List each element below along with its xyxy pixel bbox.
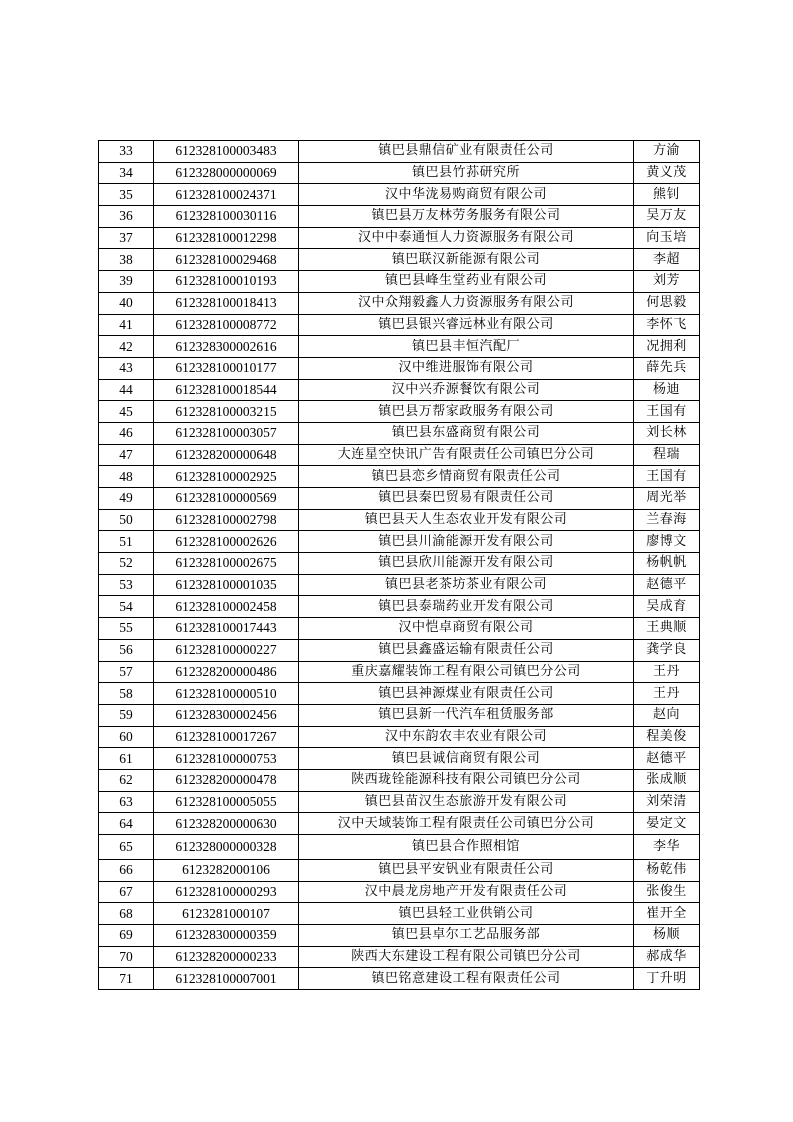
company-name-cell: 镇巴县平安钒业有限责任公司 xyxy=(299,860,634,882)
company-name-cell: 镇巴县老茶坊茶业有限公司 xyxy=(299,574,634,596)
company-name-cell: 镇巴县丰恒汽配厂 xyxy=(299,336,634,358)
company-name-cell: 镇巴县新一代汽车租赁服务部 xyxy=(299,704,634,726)
row-number-cell: 70 xyxy=(99,946,154,968)
row-number-cell: 68 xyxy=(99,903,154,925)
row-number-cell: 40 xyxy=(99,292,154,314)
representative-name-cell: 龚学良 xyxy=(634,639,700,661)
table-row xyxy=(99,748,700,770)
company-name-cell: 镇巴县恋乡情商贸有限责任公司 xyxy=(299,466,634,488)
row-number-cell: 57 xyxy=(99,661,154,683)
representative-name-cell: 黄义茂 xyxy=(634,162,700,184)
row-number-cell: 53 xyxy=(99,574,154,596)
row-number-cell: 34 xyxy=(99,162,154,184)
registration-code-cell: 6123281000107 xyxy=(154,903,299,925)
table-row xyxy=(99,574,700,596)
registration-code-cell: 612328000000328 xyxy=(154,835,299,860)
table-row xyxy=(99,314,700,336)
row-number-cell: 67 xyxy=(99,881,154,903)
registration-code-cell: 612328100029468 xyxy=(154,249,299,271)
representative-name-cell: 刘荣清 xyxy=(634,791,700,813)
representative-name-cell: 王国有 xyxy=(634,466,700,488)
representative-name-cell: 薛先兵 xyxy=(634,357,700,379)
representative-name-cell: 向玉培 xyxy=(634,227,700,249)
row-number-cell: 47 xyxy=(99,444,154,466)
registration-code-cell: 612328100003215 xyxy=(154,401,299,423)
table-row xyxy=(99,813,700,835)
table-row xyxy=(99,249,700,271)
row-number-cell: 71 xyxy=(99,968,154,990)
registration-code-cell: 612328100010177 xyxy=(154,357,299,379)
registration-code-cell: 612328200000233 xyxy=(154,946,299,968)
table-row xyxy=(99,618,700,640)
company-name-cell: 镇巴县竹荪研究所 xyxy=(299,162,634,184)
table-row xyxy=(99,968,700,990)
registration-code-cell: 612328100003483 xyxy=(154,141,299,163)
company-name-cell: 镇巴县苗汉生态旅游开发有限公司 xyxy=(299,791,634,813)
row-number-cell: 35 xyxy=(99,184,154,206)
table-row xyxy=(99,227,700,249)
table-row xyxy=(99,184,700,206)
registration-code-cell: 612328100001035 xyxy=(154,574,299,596)
registration-code-cell: 612328100017443 xyxy=(154,618,299,640)
registration-code-cell: 612328200000478 xyxy=(154,769,299,791)
representative-name-cell: 晏定文 xyxy=(634,813,700,835)
company-name-cell: 汉中维进服饰有限公司 xyxy=(299,357,634,379)
table-row xyxy=(99,860,700,882)
table-row xyxy=(99,509,700,531)
row-number-cell: 33 xyxy=(99,141,154,163)
registration-code-cell: 612328200000630 xyxy=(154,813,299,835)
row-number-cell: 48 xyxy=(99,466,154,488)
registration-code-cell: 612328100002925 xyxy=(154,466,299,488)
representative-name-cell: 吴万友 xyxy=(634,206,700,228)
representative-name-cell: 李怀飞 xyxy=(634,314,700,336)
row-number-cell: 54 xyxy=(99,596,154,618)
representative-name-cell: 杨迪 xyxy=(634,379,700,401)
table-row xyxy=(99,401,700,423)
table-row xyxy=(99,925,700,947)
representative-name-cell: 丁升明 xyxy=(634,968,700,990)
registration-code-cell: 612328100002675 xyxy=(154,553,299,575)
representative-name-cell: 况拥利 xyxy=(634,336,700,358)
registration-code-cell: 612328100002798 xyxy=(154,509,299,531)
company-name-cell: 汉中恺卓商贸有限公司 xyxy=(299,618,634,640)
table-row xyxy=(99,271,700,293)
row-number-cell: 62 xyxy=(99,769,154,791)
row-number-cell: 39 xyxy=(99,271,154,293)
representative-name-cell: 刘长林 xyxy=(634,422,700,444)
company-name-cell: 镇巴县轻工业供销公司 xyxy=(299,903,634,925)
registration-code-cell: 612328100002626 xyxy=(154,531,299,553)
registration-code-cell: 612328200000648 xyxy=(154,444,299,466)
company-name-cell: 汉中晨龙房地产开发有限责任公司 xyxy=(299,881,634,903)
registration-code-cell: 612328100008772 xyxy=(154,314,299,336)
registration-code-cell: 612328300002456 xyxy=(154,704,299,726)
row-number-cell: 65 xyxy=(99,835,154,860)
table-row xyxy=(99,769,700,791)
row-number-cell: 36 xyxy=(99,206,154,228)
row-number-cell: 56 xyxy=(99,639,154,661)
row-number-cell: 60 xyxy=(99,726,154,748)
company-name-cell: 镇巴县万友林劳务服务有限公司 xyxy=(299,206,634,228)
company-name-cell: 陕西大东建设工程有限公司镇巴分公司 xyxy=(299,946,634,968)
company-name-cell: 镇巴县银兴睿远林业有限公司 xyxy=(299,314,634,336)
table-row xyxy=(99,379,700,401)
representative-name-cell: 周光举 xyxy=(634,488,700,510)
registration-code-cell: 612328100000569 xyxy=(154,488,299,510)
row-number-cell: 50 xyxy=(99,509,154,531)
company-name-cell: 镇巴县神源煤业有限责任公司 xyxy=(299,683,634,705)
row-number-cell: 69 xyxy=(99,925,154,947)
row-number-cell: 52 xyxy=(99,553,154,575)
company-name-cell: 镇巴铭意建设工程有限责任公司 xyxy=(299,968,634,990)
row-number-cell: 45 xyxy=(99,401,154,423)
representative-name-cell: 方渝 xyxy=(634,141,700,163)
table-row xyxy=(99,835,700,860)
table-row xyxy=(99,661,700,683)
table-row xyxy=(99,903,700,925)
table-row xyxy=(99,206,700,228)
row-number-cell: 42 xyxy=(99,336,154,358)
table-row xyxy=(99,553,700,575)
table-row xyxy=(99,141,700,163)
registration-code-cell: 612328100024371 xyxy=(154,184,299,206)
registration-code-cell: 612328100017267 xyxy=(154,726,299,748)
table-row xyxy=(99,336,700,358)
registration-code-cell: 612328200000486 xyxy=(154,661,299,683)
row-number-cell: 46 xyxy=(99,422,154,444)
row-number-cell: 66 xyxy=(99,860,154,882)
company-name-cell: 镇巴县合作照相馆 xyxy=(299,835,634,860)
table-row xyxy=(99,162,700,184)
table-body xyxy=(99,141,700,990)
table-row xyxy=(99,596,700,618)
row-number-cell: 43 xyxy=(99,357,154,379)
representative-name-cell: 赵德平 xyxy=(634,748,700,770)
company-name-cell: 重庆嘉耀装饰工程有限公司镇巴分公司 xyxy=(299,661,634,683)
company-registry-table xyxy=(98,140,700,990)
table-row xyxy=(99,791,700,813)
representative-name-cell: 廖博文 xyxy=(634,531,700,553)
registration-code-cell: 612328000000069 xyxy=(154,162,299,184)
registration-code-cell: 612328100000227 xyxy=(154,639,299,661)
representative-name-cell: 杨乾伟 xyxy=(634,860,700,882)
company-name-cell: 镇巴县欣川能源开发有限公司 xyxy=(299,553,634,575)
table-row xyxy=(99,292,700,314)
table-row xyxy=(99,357,700,379)
table-row xyxy=(99,639,700,661)
company-name-cell: 镇巴县万帮家政服务有限公司 xyxy=(299,401,634,423)
table-row xyxy=(99,422,700,444)
row-number-cell: 58 xyxy=(99,683,154,705)
row-number-cell: 64 xyxy=(99,813,154,835)
representative-name-cell: 杨帆帆 xyxy=(634,553,700,575)
representative-name-cell: 刘芳 xyxy=(634,271,700,293)
row-number-cell: 44 xyxy=(99,379,154,401)
registration-code-cell: 612328100018413 xyxy=(154,292,299,314)
company-name-cell: 镇巴县秦巴贸易有限责任公司 xyxy=(299,488,634,510)
company-name-cell: 镇巴县诚信商贸有限公司 xyxy=(299,748,634,770)
row-number-cell: 59 xyxy=(99,704,154,726)
company-name-cell: 汉中天域装饰工程有限责任公司镇巴分公司 xyxy=(299,813,634,835)
table-row xyxy=(99,531,700,553)
table-row xyxy=(99,488,700,510)
representative-name-cell: 熊钊 xyxy=(634,184,700,206)
registration-code-cell: 612328100002458 xyxy=(154,596,299,618)
company-name-cell: 镇巴县卓尔工艺品服务部 xyxy=(299,925,634,947)
company-name-cell: 汉中众翔毅鑫人力资源服务有限公司 xyxy=(299,292,634,314)
company-name-cell: 陕西珑铨能源科技有限公司镇巴分公司 xyxy=(299,769,634,791)
representative-name-cell: 杨顺 xyxy=(634,925,700,947)
row-number-cell: 63 xyxy=(99,791,154,813)
company-name-cell: 汉中东韵农丰农业有限公司 xyxy=(299,726,634,748)
representative-name-cell: 王典顺 xyxy=(634,618,700,640)
company-name-cell: 镇巴县天人生态农业开发有限公司 xyxy=(299,509,634,531)
company-name-cell: 镇巴县鑫盛运输有限责任公司 xyxy=(299,639,634,661)
registration-code-cell: 612328100005055 xyxy=(154,791,299,813)
row-number-cell: 38 xyxy=(99,249,154,271)
company-name-cell: 汉中中泰通恒人力资源服务有限公司 xyxy=(299,227,634,249)
company-name-cell: 镇巴联汉新能源有限公司 xyxy=(299,249,634,271)
table-row xyxy=(99,704,700,726)
table-row xyxy=(99,466,700,488)
row-number-cell: 51 xyxy=(99,531,154,553)
representative-name-cell: 李华 xyxy=(634,835,700,860)
company-name-cell: 镇巴县鼎信矿业有限责任公司 xyxy=(299,141,634,163)
representative-name-cell: 王国有 xyxy=(634,401,700,423)
representative-name-cell: 王丹 xyxy=(634,661,700,683)
registration-code-cell: 612328100000753 xyxy=(154,748,299,770)
representative-name-cell: 李超 xyxy=(634,249,700,271)
table-row xyxy=(99,444,700,466)
representative-name-cell: 张成顺 xyxy=(634,769,700,791)
representative-name-cell: 何思毅 xyxy=(634,292,700,314)
row-number-cell: 55 xyxy=(99,618,154,640)
representative-name-cell: 程美俊 xyxy=(634,726,700,748)
representative-name-cell: 兰春海 xyxy=(634,509,700,531)
representative-name-cell: 王丹 xyxy=(634,683,700,705)
registration-code-cell: 612328100018544 xyxy=(154,379,299,401)
company-name-cell: 镇巴县泰瑞药业开发有限公司 xyxy=(299,596,634,618)
company-name-cell: 镇巴县峰生堂药业有限公司 xyxy=(299,271,634,293)
row-number-cell: 61 xyxy=(99,748,154,770)
representative-name-cell: 赵德平 xyxy=(634,574,700,596)
registration-code-cell: 612328100010193 xyxy=(154,271,299,293)
company-name-cell: 镇巴县川渝能源开发有限公司 xyxy=(299,531,634,553)
registration-code-cell: 612328100012298 xyxy=(154,227,299,249)
table-row xyxy=(99,683,700,705)
registration-code-cell: 6123282000106 xyxy=(154,860,299,882)
representative-name-cell: 郝成华 xyxy=(634,946,700,968)
representative-name-cell: 张俊生 xyxy=(634,881,700,903)
registration-code-cell: 612328300000359 xyxy=(154,925,299,947)
representative-name-cell: 赵向 xyxy=(634,704,700,726)
representative-name-cell: 程瑞 xyxy=(634,444,700,466)
registration-code-cell: 612328100030116 xyxy=(154,206,299,228)
row-number-cell: 41 xyxy=(99,314,154,336)
company-name-cell: 汉中华泷易购商贸有限公司 xyxy=(299,184,634,206)
registration-code-cell: 612328100007001 xyxy=(154,968,299,990)
registration-code-cell: 612328300002616 xyxy=(154,336,299,358)
row-number-cell: 49 xyxy=(99,488,154,510)
company-name-cell: 大连星空快讯广告有限责任公司镇巴分公司 xyxy=(299,444,634,466)
registry-page xyxy=(98,140,700,990)
registration-code-cell: 612328100003057 xyxy=(154,422,299,444)
table-row xyxy=(99,946,700,968)
registration-code-cell: 612328100000510 xyxy=(154,683,299,705)
table-row xyxy=(99,881,700,903)
representative-name-cell: 吴成育 xyxy=(634,596,700,618)
representative-name-cell: 崔开全 xyxy=(634,903,700,925)
row-number-cell: 37 xyxy=(99,227,154,249)
company-name-cell: 汉中兴乔源餐饮有限公司 xyxy=(299,379,634,401)
company-name-cell: 镇巴县东盛商贸有限公司 xyxy=(299,422,634,444)
table-row xyxy=(99,726,700,748)
registration-code-cell: 612328100000293 xyxy=(154,881,299,903)
